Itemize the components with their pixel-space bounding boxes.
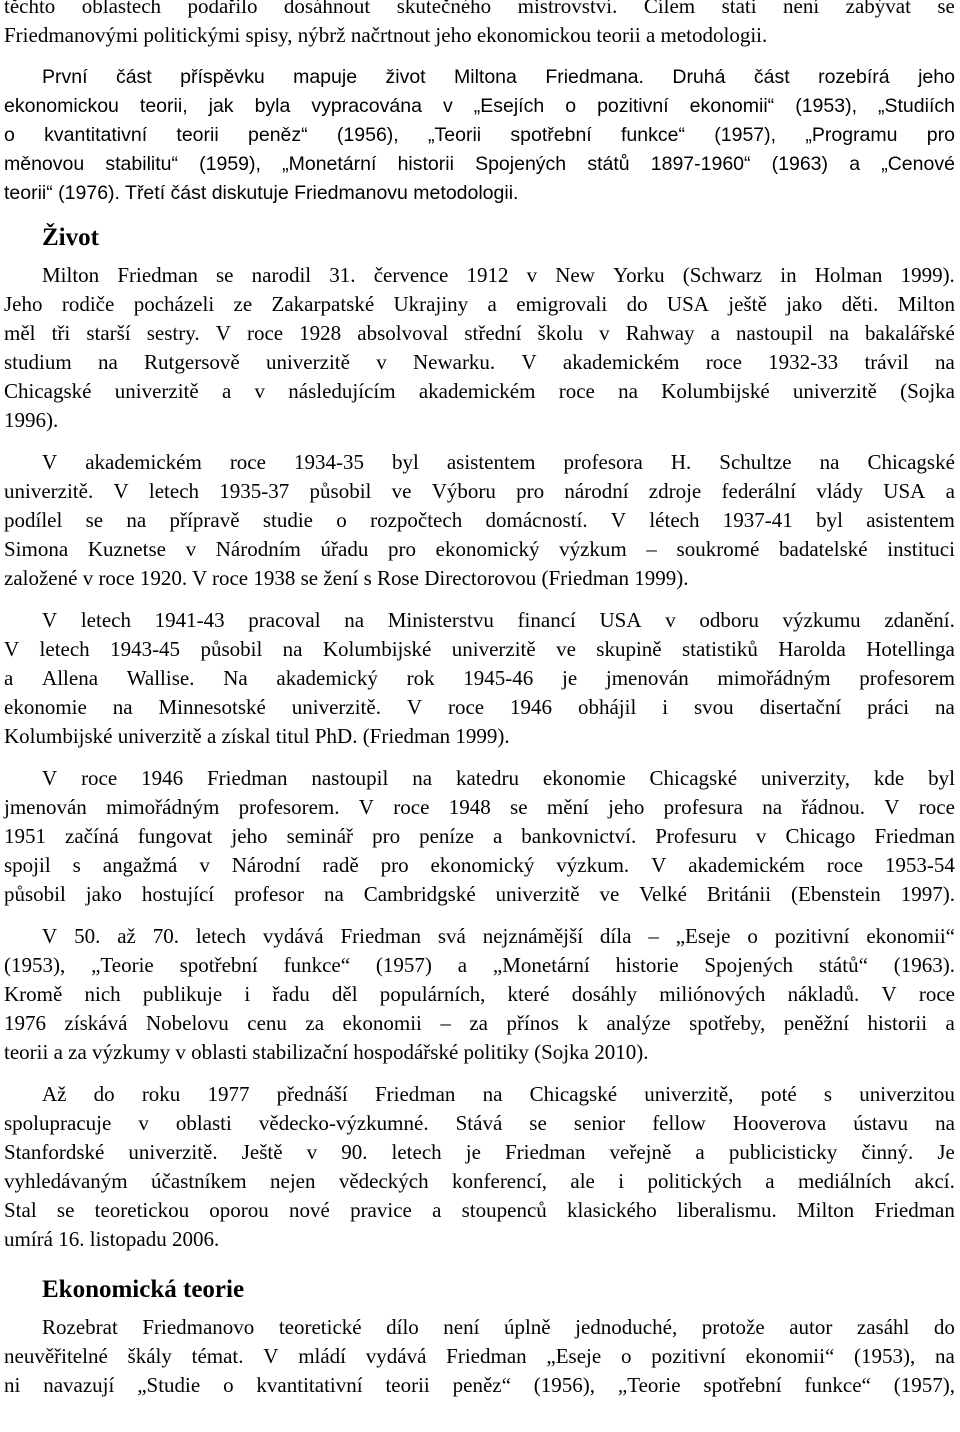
text-line: V roce 1946 Friedman nastoupil na katedru ekonomie Chicagské univerzity, kde byl bbox=[42, 766, 955, 790]
text-line: Chicagské univerzitě a v následujícím akademickém roce na Kolumbijské univerzitě (Sojka bbox=[4, 379, 955, 403]
text-line: měl tři starší sestry. V roce 1928 absolvoval střední školu v Rahway a nastoupil na bakalářské bbox=[4, 321, 955, 345]
text-line: jmenován mimořádným profesorem. V roce 1948 se mění jeho profesura na řádnou. V roce bbox=[4, 795, 955, 819]
paragraph-p-life-3 bbox=[4, 606, 955, 751]
text-line: měnovou stabilitu“ (1959), „Monetární historii Spojených států 1897-1960“ (1963) a „Cenové bbox=[4, 153, 955, 175]
text-line: teorii a za výzkumy v oblasti stabilizační hospodářské politiky (Sojka 2010). bbox=[4, 1040, 649, 1064]
text-line: (1953), „Teorie spotřební funkce“ (1957) a „Monetární historie Spojených států“ (1963). bbox=[4, 953, 955, 977]
paragraph-p-theory-1 bbox=[4, 1313, 955, 1400]
text-line: Simona Kuznetse v Národním úřadu pro ekonomický výzkum – soukromé badatelské instituci bbox=[4, 537, 955, 561]
paragraph-p-intro-2 bbox=[4, 63, 955, 208]
text-line: Stal se teoretickou oporou nové pravice a stoupenců klasického liberalismu. Milton Friedman bbox=[4, 1198, 955, 1222]
text-line: působil jako hostující profesor na Cambridgské univerzitě ve Velké Británii (Ebenstein 1997). bbox=[4, 882, 955, 906]
text-line: ekonomickou teorii, jak byla vypracována v „Esejích o pozitivní ekonomii“ (1953), „Studiích bbox=[4, 95, 955, 117]
text-line: podílel se na přípravě studie o rozpočtech domácností. V létech 1937-41 byl asistentem bbox=[4, 508, 955, 532]
text-line: neuvěřitelné škály témat. V mládí vydává Friedman „Eseje o pozitivní ekonomii“ (1953), na bbox=[4, 1344, 955, 1368]
paragraph-p-life-4 bbox=[4, 764, 955, 909]
text-line: První část příspěvku mapuje život Miltona Friedmana. Druhá část rozebírá jeho bbox=[42, 66, 955, 88]
text-line: umírá 16. listopadu 2006. bbox=[4, 1227, 220, 1251]
text-line: těchto oblastech podařilo dosáhnout skutečného mistrovství. Cílem stati není zabývat se bbox=[4, 0, 955, 18]
text-line: ni navazují „Studie o kvantitativní teorii peněz“ (1956), „Teorie spotřební funkce“ (1957), bbox=[4, 1373, 955, 1397]
text-line: V letech 1941-43 pracoval na Ministerstvu financí USA v odboru výzkumu zdanění. bbox=[42, 608, 955, 632]
section-heading-theory: Ekonomická teorie bbox=[42, 1276, 245, 1303]
text-line: o kvantitativní teorii peněz“ (1956), „Teorii spotřební funkce“ (1957), „Programu pro bbox=[4, 124, 955, 146]
text-line: ekonomie na Minnesotské univerzitě. V roce 1946 obhájil i svou disertační práci na bbox=[4, 695, 955, 719]
text-line: teorii“ (1976). Třetí část diskutuje Friedmanovu metodologii. bbox=[4, 182, 519, 204]
text-line: Kromě nich publikuje i řadu děl populárních, které dosáhly miliónových nákladů. V roce bbox=[4, 982, 955, 1006]
text-line: založené v roce 1920. V roce 1938 se žení s Rose Directorovou (Friedman 1999). bbox=[4, 566, 689, 590]
text-line: V akademickém roce 1934-35 byl asistentem profesora H. Schultze na Chicagské bbox=[42, 450, 955, 474]
paragraph-p-life-6 bbox=[4, 1080, 955, 1254]
text-line: vyhledávaným účastníkem nejen vědeckých konferencí, ale i politických a mediálních akcí. bbox=[4, 1169, 955, 1193]
text-line: a Allena Wallise. Na akademický rok 1945-46 je jmenován mimořádným profesorem bbox=[4, 666, 955, 690]
text-line: Milton Friedman se narodil 31. července 1912 v New Yorku (Schwarz in Holman 1999). bbox=[42, 263, 955, 287]
text-line: 1976 získává Nobelovu cenu za ekonomii – za přínos k analýze spotřeby, peněžní historii a bbox=[4, 1011, 955, 1035]
paragraph-p-life-5 bbox=[4, 922, 955, 1067]
text-line: Friedmanovými politickými spisy, nýbrž načrtnout jeho ekonomickou teorii a metodologii. bbox=[4, 23, 768, 47]
paragraph-p-life-1 bbox=[4, 261, 955, 435]
text-line: spolupracuje v oblasti vědecko-výzkumné. Stává se senior fellow Hooverova ústavu na bbox=[4, 1111, 955, 1135]
text-line: 1951 začíná fungovat jeho seminář pro peníze a bankovnictví. Profesuru v Chicago Friedman bbox=[4, 824, 955, 848]
text-line: Stanfordské univerzitě. Ještě v 90. letech je Friedman veřejně a publicisticky činný. Je bbox=[4, 1140, 955, 1164]
section-heading-life: Život bbox=[42, 224, 99, 251]
text-line: Až do roku 1977 přednáší Friedman na Chicagské univerzitě, poté s univerzitou bbox=[42, 1082, 955, 1106]
document-page bbox=[4, 0, 955, 1400]
text-line: univerzitě. V letech 1935-37 působil ve Výboru pro národní zdroje federální vlády USA a bbox=[4, 479, 955, 503]
text-line: spojil s angažmá v Národní radě pro ekonomický výzkum. V akademickém roce 1953-54 bbox=[4, 853, 955, 877]
paragraph-p-intro-1 bbox=[4, 0, 955, 50]
text-line: V 50. až 70. letech vydává Friedman svá nejznámější díla – „Eseje o pozitivní ekonomii“ bbox=[42, 924, 955, 948]
text-line: studium na Rutgersově univerzitě v Newarku. V akademickém roce 1932-33 trávil na bbox=[4, 350, 955, 374]
text-line: Kolumbijské univerzitě a získal titul PhD. (Friedman 1999). bbox=[4, 724, 510, 748]
text-line: 1996). bbox=[4, 408, 59, 432]
text-line: V letech 1943-45 působil na Kolumbijské univerzitě ve skupině statistiků Harolda Hotellinga bbox=[4, 637, 955, 661]
text-line: Jeho rodiče pocházeli ze Zakarpatské Ukrajiny a emigrovali do USA ještě jako děti. Milton bbox=[4, 292, 955, 316]
paragraph-p-life-2 bbox=[4, 448, 955, 593]
text-line: Rozebrat Friedmanovo teoretické dílo není úplně jednoduché, protože autor zasáhl do bbox=[42, 1315, 955, 1339]
